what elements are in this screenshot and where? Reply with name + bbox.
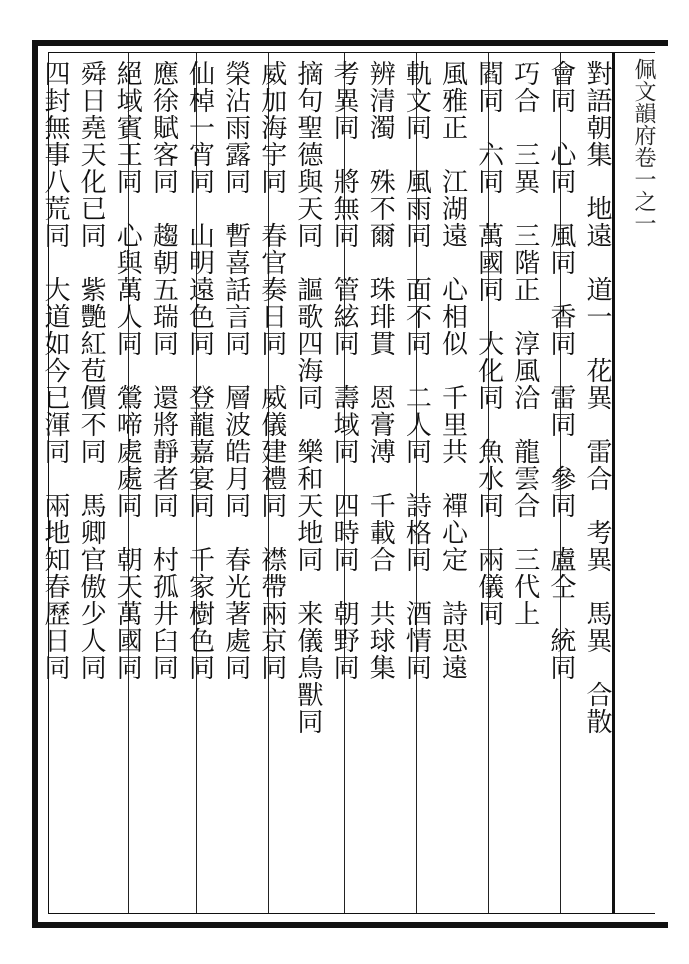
text-column-7: 辨清濁 殊不爾 珠琲貫 恩膏溥 千載合 共球集 [365,60,396,681]
text-column-12: 仙棹一宵同 山明遠色同 登龍嘉宴同 千家樹色同 [184,60,215,681]
text-column-1: 對語朝集 地遠 道一 花異 雷合 考異 馬異 合散 [582,60,612,735]
text-column-6: 軌文同 風雨同 面不同 二人同 詩格同 酒情同 [401,60,432,681]
text-column-10: 威加海宇同 春官奏日同 威儀建禮同 襟帶兩京同 [256,60,287,681]
text-column-16: 四封無事八荒同 大道如今已渾同 兩地知春歷日同 [40,60,70,681]
text-column-4: 閻同 六同 萬國同 大化同 魚水同 兩儀同 [473,60,504,627]
text-column-9: 摘句聖德與天同 謳歌四海同 樂和天地同 来儀鳥獸同 [292,60,323,735]
text-column-13: 應徐賦客同 趨朝五瑞同 還將靜者同 村孤井臼同 [148,60,179,681]
text-column-15: 舜日堯天化已同 紫艷紅苞價不同 馬卿官傲少人同 [76,60,107,681]
margin-label: 佩文韻府卷一之一 [631,58,656,234]
text-column-2: 會同 心同 風同 香同 雷同 參同 盧仝 統同 [545,60,576,681]
text-column-8: 考異同 將無同 管絃同 壽域同 四時同 朝野同 [329,60,360,681]
text-column-3: 巧合 三異 三階正 淳風洽 龍雲合 三代上 [509,60,540,627]
text-column-5: 風雅正 江湖遠 心相似 千里共 禪心定 詩思遠 [437,60,468,681]
text-column-11: 榮沾雨露同 暫喜話言同 層波皓月同 春光著處同 [220,60,251,681]
margin-rule [612,53,615,913]
text-column-14: 絕域賓王同 心與萬人同 鶯啼處處同 朝天萬國同 [112,60,143,681]
